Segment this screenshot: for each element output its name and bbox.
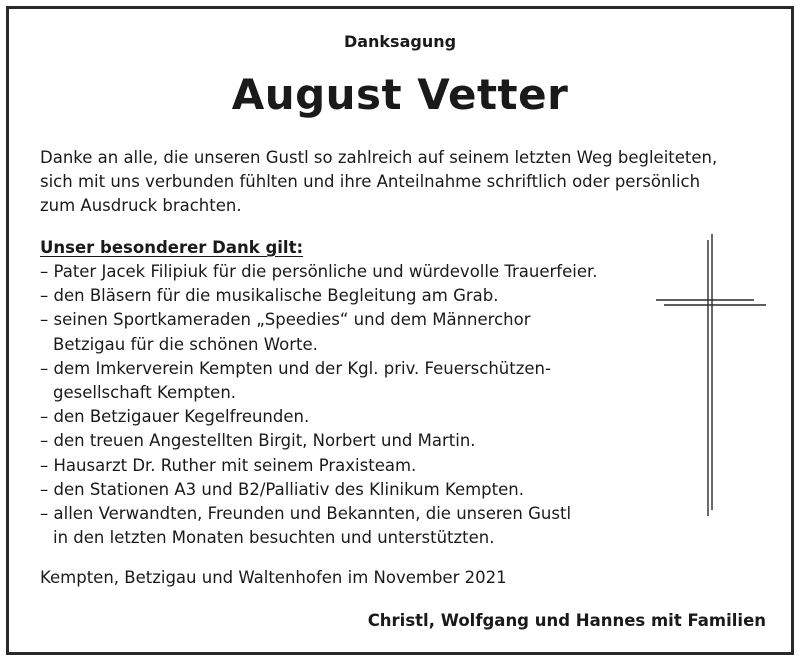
signature: Christl, Wolfgang und Hannes mit Familien <box>367 611 766 630</box>
thanks-item: – dem Imkerverein Kempten und der Kgl. priv. Feuerschützen- <box>40 358 551 378</box>
thanks-item: – Hausarzt Dr. Ruther mit seinem Praxisteam. <box>40 455 417 475</box>
intro-line: sich mit uns verbunden fühlten und ihre Anteilnahme schriftlich oder persönlich <box>40 172 701 191</box>
thanks-item: – den Bläsern für die musikalische Begleitung am Grab. <box>40 286 499 306</box>
thanks-item-continuation: gesellschaft Kempten. <box>53 383 237 403</box>
thanks-item-continuation: Betzigau für die schönen Worte. <box>53 334 318 354</box>
place-date: Kempten, Betzigau und Waltenhofen im November 2021 <box>40 568 507 587</box>
thanks-item: – seinen Sportkameraden „Speedies“ und dem Männerchor <box>40 310 531 330</box>
cross-icon <box>650 230 770 520</box>
thanks-item: – allen Verwandten, Freunden und Bekannten, die unseren Gustl <box>40 504 572 524</box>
thanks-item: – den Stationen A3 und B2/Palliativ des Klinikum Kempten. <box>40 479 524 499</box>
intro-text <box>40 146 780 218</box>
thanks-title: Unser besonderer Dank gilt: <box>40 238 304 257</box>
deceased-name: August Vetter <box>231 70 569 119</box>
thanks-list <box>40 260 660 550</box>
intro-line: zum Ausdruck brachten. <box>40 196 242 215</box>
notice-heading: Danksagung <box>343 32 457 51</box>
thanks-item: – den Betzigauer Kegelfreunden. <box>40 407 310 427</box>
intro-line: Danke an alle, die unseren Gustl so zahlreich auf seinem letzten Weg begleiteten, <box>40 148 718 167</box>
thanks-item: – den treuen Angestellten Birgit, Norbert und Martin. <box>40 431 476 451</box>
thanks-item-continuation: in den letzten Monaten besuchten und unterstützten. <box>53 528 495 548</box>
thanks-item: – Pater Jacek Filipiuk für die persönliche und würdevolle Trauerfeier. <box>40 262 598 281</box>
